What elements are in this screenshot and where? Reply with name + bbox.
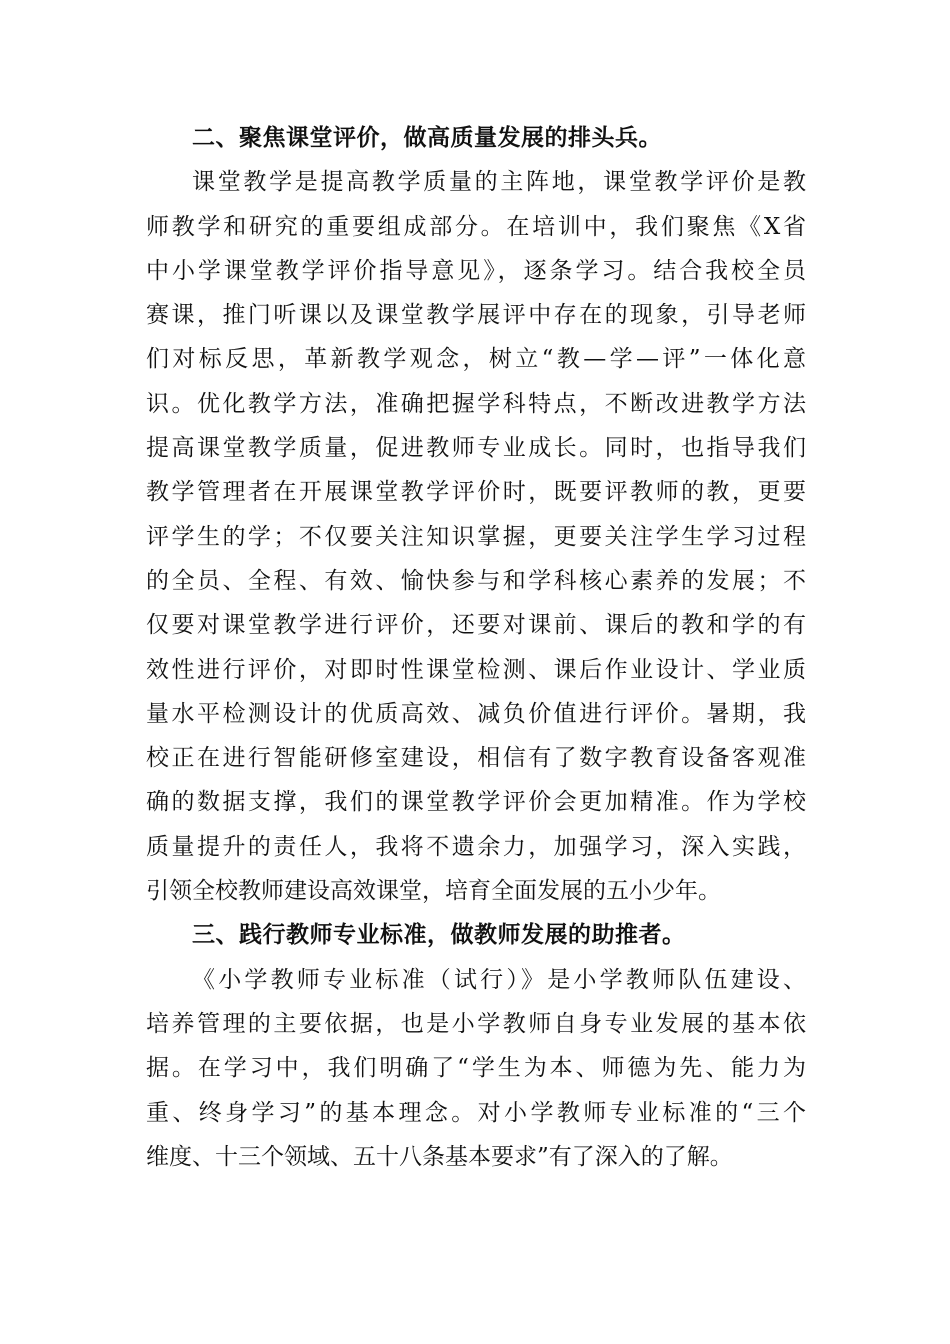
paragraph-line: 维度、十三个领域、五十八条基本要求”有了深入的了解。 xyxy=(146,1143,733,1170)
paragraph-line: 们对标反思，革新教学观念，树立“教—学—评”一体化意 xyxy=(146,346,806,373)
paragraph-line: 课堂教学是提高教学质量的主阵地，课堂教学评价是教 xyxy=(192,169,806,196)
paragraph-line: 的全员、全程、有效、愉快参与和学科核心素养的发展；不 xyxy=(146,567,806,594)
paragraph-line: 赛课，推门听课以及课堂教学展评中存在的现象，引导老师 xyxy=(146,302,806,329)
paragraph-line: 教学管理者在开展课堂教学评价时，既要评教师的教，更要 xyxy=(146,479,806,506)
document-body xyxy=(146,116,806,1179)
paragraph-line: 校正在进行智能研修室建设，相信有了数字教育设备客观准 xyxy=(146,745,806,772)
paragraph-line: 师教学和研究的重要组成部分。在培训中，我们聚焦《X省 xyxy=(146,213,806,240)
paragraph-line: 效性进行评价，对即时性课堂检测、课后作业设计、学业质 xyxy=(146,656,806,683)
section-heading-3: 三、践行教师专业标准，做教师发展的助推者。 xyxy=(192,922,686,949)
paragraph-line: 量水平检测设计的优质高效、减负价值进行评价。暑期，我 xyxy=(146,700,806,727)
paragraph-line: 质量提升的责任人，我将不遗余力，加强学习，深入实践， xyxy=(146,833,806,860)
paragraph-line: 识。优化教学方法，准确把握学科特点，不断改进教学方法 xyxy=(146,390,806,417)
paragraph-line: 重、终身学习”的基本理念。对小学教师专业标准的“三个 xyxy=(146,1099,806,1126)
paragraph-line: 《小学教师专业标准（试行）》是小学教师队伍建设、 xyxy=(192,966,806,993)
paragraph-line: 确的数据支撑，我们的课堂教学评价会更加精准。作为学校 xyxy=(146,789,806,816)
paragraph-line: 培养管理的主要依据，也是小学教师自身专业发展的基本依 xyxy=(146,1010,806,1037)
paragraph-line: 仅要对课堂教学进行评价，还要对课前、课后的教和学的有 xyxy=(146,612,806,639)
paragraph-line: 据。在学习中，我们明确了“学生为本、师德为先、能力为 xyxy=(146,1055,806,1082)
paragraph-line: 引领全校教师建设高效课堂，培育全面发展的五小少年。 xyxy=(146,878,721,905)
paragraph-line: 提高课堂教学质量，促进教师专业成长。同时，也指导我们 xyxy=(146,435,806,462)
paragraph-line: 评学生的学；不仅要关注知识掌握，更要关注学生学习过程 xyxy=(146,523,806,550)
section-heading-2: 二、聚焦课堂评价，做高质量发展的排头兵。 xyxy=(192,125,662,151)
paragraph-line: 中小学课堂教学评价指导意见》，逐条学习。结合我校全员 xyxy=(146,257,806,284)
